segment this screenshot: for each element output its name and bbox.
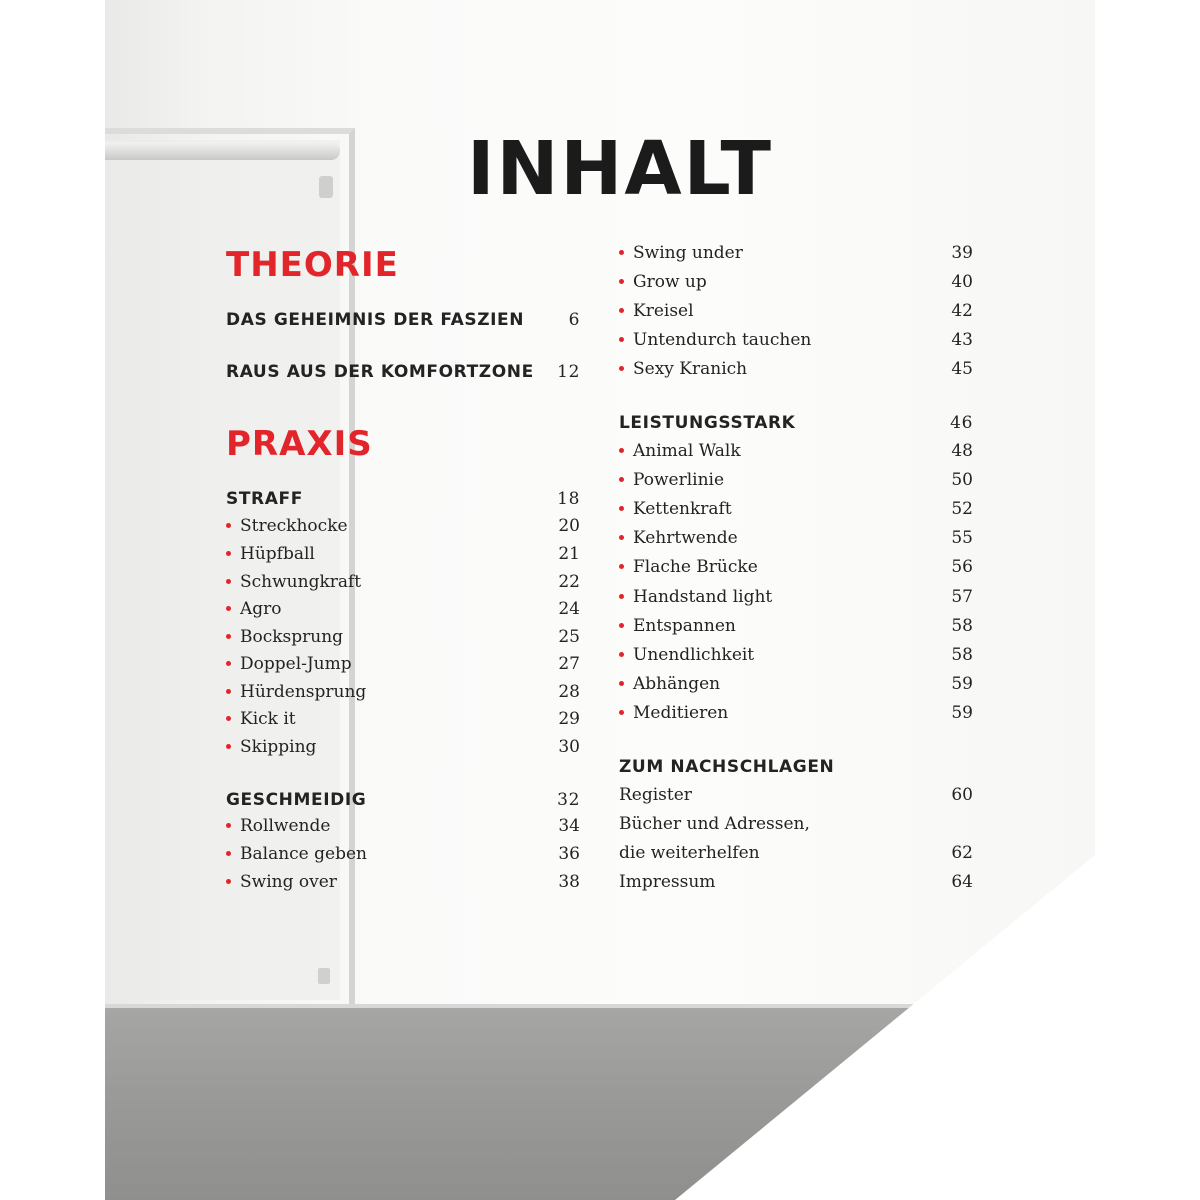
toc-chapter-komfortzone[interactable] <box>226 362 580 382</box>
toc-label: Bücher und Adressen, <box>619 814 810 834</box>
toc-page: 12 <box>557 362 580 382</box>
toc-item[interactable] <box>619 330 973 350</box>
toc-item[interactable] <box>226 516 580 536</box>
toc-page: 20 <box>558 516 580 536</box>
bullet-icon <box>619 279 624 284</box>
toc-label: STRAFF <box>226 489 303 509</box>
toc-label: Untendurch tauchen <box>633 330 812 350</box>
toc-item[interactable] <box>226 872 580 892</box>
toc-label: Sexy Kranich <box>633 359 748 379</box>
toc-label: Kettenkraft <box>633 499 732 519</box>
bullet-icon <box>619 366 624 371</box>
toc-item[interactable] <box>619 785 973 805</box>
toc-label: Animal Walk <box>633 441 741 461</box>
toc-label: Entspannen <box>633 616 736 636</box>
toc-group-leistungsstark[interactable] <box>619 413 973 433</box>
toc-page: 34 <box>558 816 580 836</box>
toc-item[interactable] <box>619 587 973 607</box>
toc-label: Kick it <box>240 709 296 729</box>
toc-label: Streckhocke <box>240 516 348 536</box>
toc-page: 42 <box>951 301 973 321</box>
toc-label: GESCHMEIDIG <box>226 790 367 810</box>
bullet-icon <box>619 564 624 569</box>
toc-page: 29 <box>558 709 580 729</box>
toc-label: Unendlichkeit <box>633 645 755 665</box>
toc-page: 30 <box>558 737 580 757</box>
bullet-icon <box>619 506 624 511</box>
toc-label: Grow up <box>633 272 707 292</box>
toc-label: Agro <box>240 599 282 619</box>
toc-label: LEISTUNGSSTARK <box>619 413 796 433</box>
toc-item[interactable] <box>226 544 580 564</box>
toc-label: Hürdensprung <box>240 682 367 702</box>
door-rod <box>105 142 340 160</box>
toc-item[interactable] <box>619 814 973 834</box>
toc-label: Bocksprung <box>240 627 344 647</box>
toc-item[interactable] <box>619 645 973 665</box>
toc-page: 64 <box>951 872 973 892</box>
bullet-icon <box>619 448 624 453</box>
toc-label: Rollwende <box>240 816 331 836</box>
toc-label: Meditieren <box>633 703 729 723</box>
toc-item[interactable] <box>619 528 973 548</box>
toc-label: Kreisel <box>633 301 694 321</box>
bullet-icon <box>619 535 624 540</box>
toc-item[interactable] <box>619 843 973 863</box>
toc-page: 59 <box>951 703 973 723</box>
toc-chapter-faszien[interactable] <box>226 310 580 330</box>
door-hinge <box>318 968 330 984</box>
toc-label: Register <box>619 785 692 805</box>
toc-label: Schwungkraft <box>240 572 362 592</box>
toc-group-geschmeidig[interactable] <box>226 790 580 810</box>
toc-item[interactable] <box>619 499 973 519</box>
toc-item[interactable] <box>226 654 580 674</box>
bullet-icon <box>226 606 231 611</box>
toc-label: Hüpfball <box>240 544 315 564</box>
toc-item[interactable] <box>226 627 580 647</box>
toc-item[interactable] <box>619 674 973 694</box>
toc-page: 57 <box>951 587 973 607</box>
bullet-icon <box>226 823 231 828</box>
toc-page: 58 <box>951 645 973 665</box>
bullet-icon <box>226 634 231 639</box>
bullet-icon <box>226 716 231 721</box>
page-title: INHALT <box>466 126 774 212</box>
toc-page: 24 <box>558 599 580 619</box>
toc-item[interactable] <box>619 616 973 636</box>
toc-page: 22 <box>558 572 580 592</box>
section-heading-theorie: THEORIE <box>226 245 399 285</box>
toc-label: ZUM NACHSCHLAGEN <box>619 757 835 777</box>
toc-page: 6 <box>568 310 580 330</box>
bullet-icon <box>619 652 624 657</box>
bullet-icon <box>619 710 624 715</box>
toc-label: DAS GEHEIMNIS DER FASZIEN <box>226 310 525 330</box>
bullet-icon <box>619 477 624 482</box>
toc-item[interactable] <box>226 572 580 592</box>
toc-page: 40 <box>951 272 973 292</box>
toc-item[interactable] <box>226 709 580 729</box>
toc-item[interactable] <box>226 844 580 864</box>
toc-page: 39 <box>951 243 973 263</box>
toc-label: Balance geben <box>240 844 367 864</box>
toc-page: 25 <box>558 627 580 647</box>
toc-page: 55 <box>951 528 973 548</box>
toc-label: Flache Brücke <box>633 557 758 577</box>
toc-label: Skipping <box>240 737 317 757</box>
toc-page: 21 <box>558 544 580 564</box>
toc-label: die weiterhelfen <box>619 843 760 863</box>
toc-label: RAUS AUS DER KOMFORTZONE <box>226 362 534 382</box>
toc-page: 48 <box>951 441 973 461</box>
toc-label: Powerlinie <box>633 470 725 490</box>
toc-item[interactable] <box>619 872 973 892</box>
bullet-icon <box>226 523 231 528</box>
toc-item[interactable] <box>619 243 973 263</box>
bullet-icon <box>226 551 231 556</box>
door-latch <box>319 176 333 198</box>
bullet-icon <box>619 250 624 255</box>
toc-label: Swing over <box>240 872 337 892</box>
toc-page: 18 <box>557 489 580 509</box>
toc-page: 62 <box>951 843 973 863</box>
bullet-icon <box>226 661 231 666</box>
bullet-icon <box>226 851 231 856</box>
toc-page: 43 <box>951 330 973 350</box>
toc-item[interactable] <box>619 557 973 577</box>
toc-item[interactable] <box>226 737 580 757</box>
bullet-icon <box>226 744 231 749</box>
toc-item[interactable] <box>619 272 973 292</box>
toc-label: Kehrtwende <box>633 528 738 548</box>
toc-page: 59 <box>951 674 973 694</box>
toc-page: 45 <box>951 359 973 379</box>
bullet-icon <box>619 337 624 342</box>
toc-item[interactable] <box>619 441 973 461</box>
toc-page: 28 <box>558 682 580 702</box>
toc-label: Doppel-Jump <box>240 654 352 674</box>
toc-page: 38 <box>558 872 580 892</box>
toc-item[interactable] <box>226 816 580 836</box>
toc-page: 36 <box>558 844 580 864</box>
toc-item[interactable] <box>226 682 580 702</box>
toc-group-nachschlagen[interactable] <box>619 757 973 777</box>
toc-item[interactable] <box>619 470 973 490</box>
bullet-icon <box>226 879 231 884</box>
toc-item[interactable] <box>619 359 973 379</box>
bullet-icon <box>226 689 231 694</box>
toc-page: 27 <box>558 654 580 674</box>
toc-page: 58 <box>951 616 973 636</box>
toc-page: 32 <box>557 790 580 810</box>
toc-label: Swing under <box>633 243 743 263</box>
bullet-icon <box>619 594 624 599</box>
toc-item[interactable] <box>619 301 973 321</box>
toc-page: 52 <box>951 499 973 519</box>
bullet-icon <box>619 681 624 686</box>
toc-item[interactable] <box>226 599 580 619</box>
section-heading-praxis: PRAXIS <box>226 424 373 464</box>
toc-page: 60 <box>951 785 973 805</box>
toc-page: 56 <box>951 557 973 577</box>
toc-page: 46 <box>950 413 973 433</box>
bullet-icon <box>226 579 231 584</box>
toc-label: Abhängen <box>633 674 721 694</box>
toc-item[interactable] <box>619 703 973 723</box>
toc-group-straff[interactable] <box>226 489 580 509</box>
toc-label: Handstand light <box>633 587 773 607</box>
toc-label: Impressum <box>619 872 716 892</box>
toc-page: 50 <box>951 470 973 490</box>
bullet-icon <box>619 623 624 628</box>
bullet-icon <box>619 308 624 313</box>
